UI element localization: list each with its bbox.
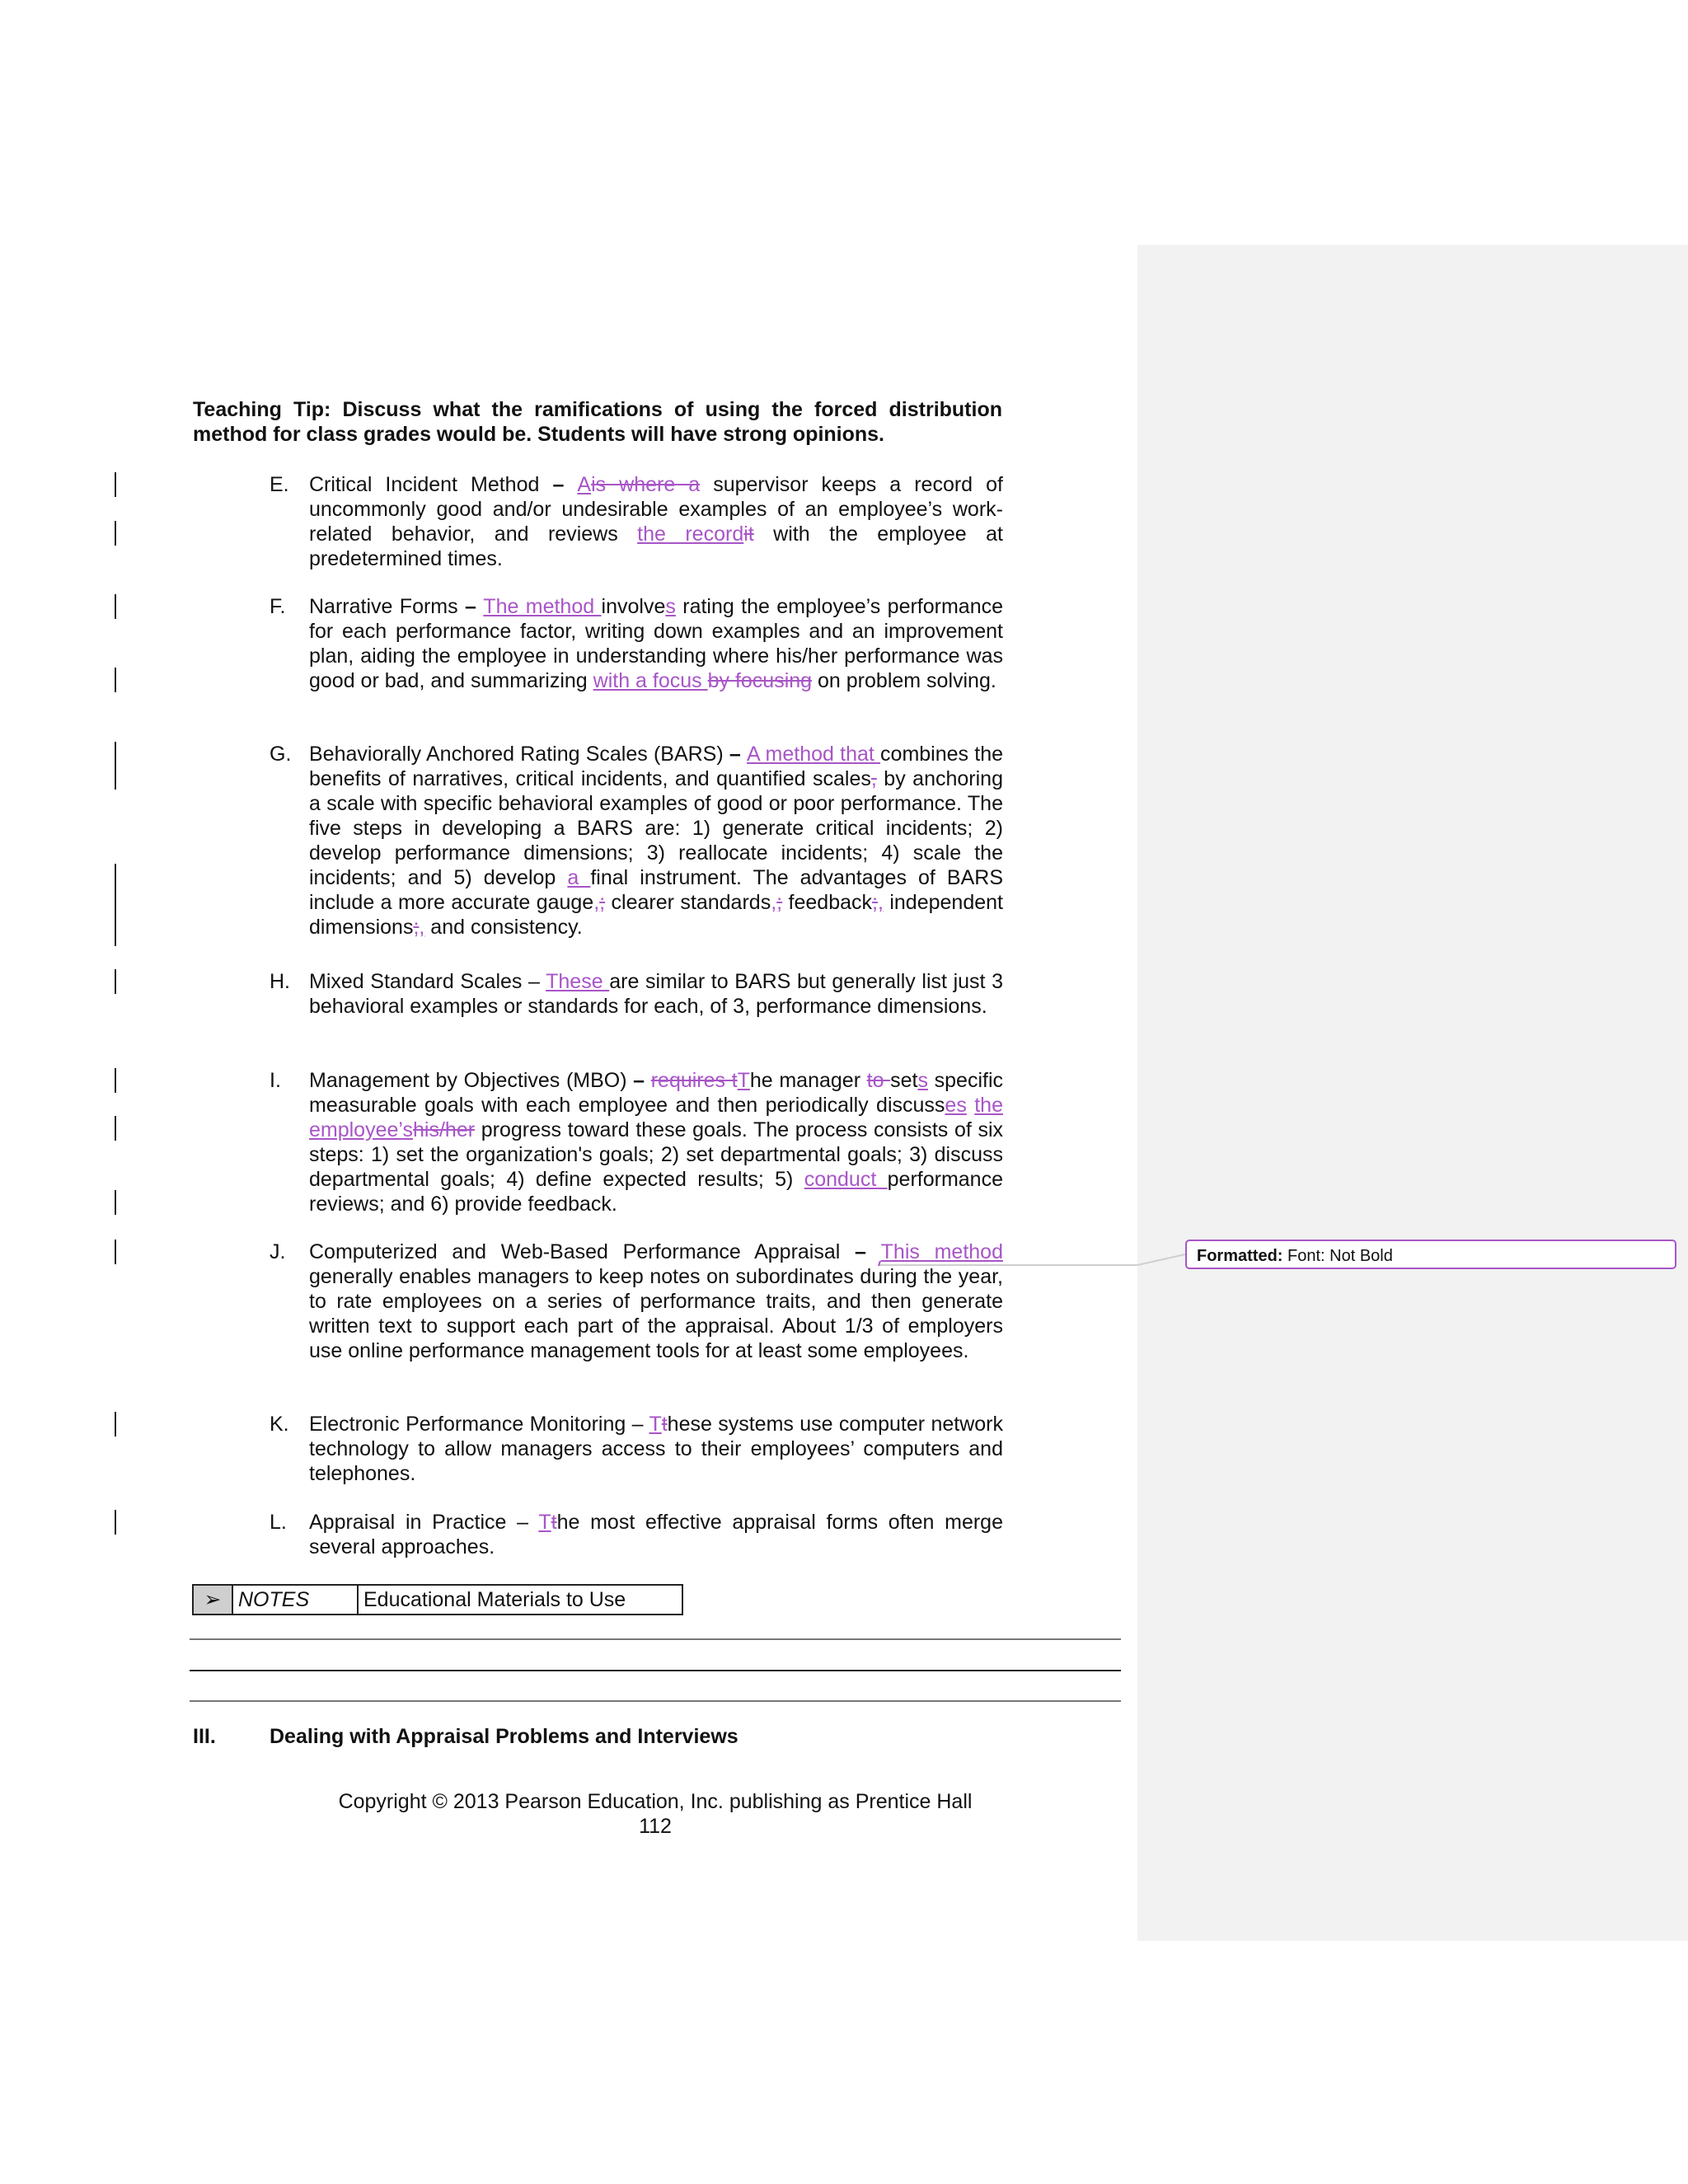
outline-item — [270, 472, 1003, 571]
item-text: rating the employee’s performance for each performance factor, writing down examples and an improvement plan, aiding the employee in understanding where his/her performance was good or bad, and summarizing — [309, 595, 1004, 692]
item-body — [309, 1510, 1003, 1559]
tracked-insertion: A method that — [747, 743, 881, 766]
change-bar — [115, 969, 116, 994]
dash-separator: – — [729, 743, 748, 766]
item-text: he most effective appraisal forms often merge several approaches. — [309, 1511, 1003, 1558]
tracked-deletion: is where a — [591, 473, 701, 496]
tracked-deletion: his/her — [413, 1118, 476, 1141]
dash-separator: – — [633, 1069, 651, 1092]
item-text: and consistency. — [424, 916, 583, 939]
tracked-insertion: , — [877, 891, 884, 914]
tracked-insertion: The method — [483, 595, 602, 618]
tracked-deletion: it — [743, 523, 754, 546]
notes-line — [190, 1700, 1121, 1702]
formatting-comment[interactable] — [1185, 1240, 1676, 1269]
tracked-insertion: , — [593, 891, 600, 914]
item-letter: K. — [270, 1413, 289, 1436]
item-letter: I. — [270, 1069, 281, 1092]
item-text: clearer standards — [605, 891, 771, 914]
section-numeral: III. — [193, 1725, 216, 1748]
item-letter: E. — [270, 473, 289, 496]
change-bar — [115, 1240, 116, 1264]
item-text: generally enables managers to keep notes on subordinates during the year, to rate employees on a series of performance traits, and then generate written text to support each part of the appraisal. About 1/3 of employers use online performance management tools for at least some employees. — [309, 1265, 1003, 1362]
notes-text: Educational Materials to Use — [363, 1588, 626, 1611]
page-number: 112 — [639, 1815, 672, 1838]
tracked-deletion: requires t — [650, 1069, 738, 1092]
comment-margin-panel — [1137, 245, 1688, 1941]
outline-item — [270, 1412, 1003, 1486]
teaching-tip: Teaching Tip: Discuss what the ramifications of using the forced distribution method for class grades would be. Students will have strong opinions. — [193, 398, 1002, 446]
item-text: hese systems use computer network technology to allow managers access to their employees’ computers and telephones. — [309, 1413, 1003, 1485]
item-text — [967, 1094, 974, 1117]
item-letter: H. — [270, 970, 290, 993]
tracked-insertion: This method — [880, 1240, 1003, 1263]
comment-text: Font: Not Bold — [1287, 1247, 1393, 1265]
outline-item — [270, 1510, 1003, 1559]
notes-line — [190, 1638, 1121, 1640]
item-text: Electronic Performance Monitoring – — [309, 1413, 649, 1436]
change-bar — [115, 1068, 116, 1093]
item-body — [309, 742, 1003, 940]
outline-item — [270, 742, 1003, 940]
change-bar — [115, 864, 116, 946]
item-text: final instrument. The advantages of BARS include a more accurate gauge — [309, 866, 1003, 914]
notes-line — [190, 1670, 1121, 1671]
item-body — [309, 472, 1003, 571]
dash-separator: – — [552, 473, 578, 496]
change-bar — [115, 1510, 116, 1535]
tracked-deletion: t — [551, 1511, 557, 1534]
tracked-insertion: the employee’s — [309, 1094, 1003, 1141]
item-text: feedback — [782, 891, 873, 914]
tracked-insertion: with a focus — [593, 669, 708, 692]
item-text: involve — [601, 595, 666, 618]
tracked-insertion: conduct — [804, 1168, 888, 1191]
tracked-insertion: s — [917, 1069, 928, 1092]
item-text: Management by Objectives (MBO) — [309, 1069, 634, 1092]
tracked-deletion: to — [866, 1069, 891, 1092]
tracked-deletion: by focusing — [707, 669, 813, 692]
tracked-deletion: ; — [413, 916, 420, 939]
tracked-insertion: es — [945, 1094, 967, 1117]
item-text: combines the benefits of narratives, critical incidents, and quantified scales — [309, 743, 1004, 790]
tracked-insertion: a — [567, 866, 591, 889]
item-text: Critical Incident Method — [309, 473, 553, 496]
item-text: supervisor keeps a record of uncommonly good and/or undesirable examples of an employee’s work-related behavior, and reviews — [309, 473, 1003, 546]
item-text: performance reviews; and 6) provide feedback. — [309, 1168, 1003, 1216]
change-bar — [115, 1412, 116, 1436]
item-text: specific measurable goals with each employee and then periodically discuss — [309, 1069, 1003, 1117]
tracked-insertion: T — [538, 1511, 551, 1534]
item-letter: F. — [270, 595, 286, 618]
tracked-deletion: ; — [776, 891, 783, 914]
outline-item — [270, 1240, 1003, 1363]
tracked-deletion: , — [870, 767, 877, 790]
item-text: set — [890, 1069, 918, 1092]
tracked-insertion: T — [737, 1069, 750, 1092]
outline-item — [270, 1068, 1003, 1216]
item-body — [309, 1412, 1003, 1486]
item-body — [309, 1240, 1003, 1363]
change-bar — [115, 1116, 116, 1141]
arrow-icon: ➢ — [194, 1586, 233, 1614]
item-body — [309, 1068, 1003, 1216]
item-text: Behaviorally Anchored Rating Scales (BARS) — [309, 743, 729, 766]
tracked-deletion: ; — [599, 891, 606, 914]
tracked-insertion: the record — [637, 523, 744, 546]
change-bar — [115, 594, 116, 619]
change-bar — [115, 521, 116, 546]
item-letter: L. — [270, 1511, 287, 1534]
item-text: on problem solving. — [812, 669, 996, 692]
item-text: independent dimensions — [309, 891, 1003, 939]
tracked-insertion: s — [665, 595, 676, 618]
tracked-deletion: t — [661, 1413, 668, 1436]
copyright-line: Copyright © 2013 Pearson Education, Inc. publishing as Prentice Hall — [338, 1790, 973, 1813]
item-text: Narrative Forms — [309, 595, 465, 618]
item-text: by anchoring a scale with specific behavioral examples of good or poor performance. The five steps in developing a BARS are: 1) generate critical incidents; 2) develop performance dimensions; 3) reallocate incidents; 4) scale the incidents; and 5) develop — [309, 767, 1003, 889]
item-body — [309, 969, 1003, 1019]
tracked-insertion: These — [546, 970, 610, 993]
tracked-insertion: T — [649, 1413, 662, 1436]
item-text: Appraisal in Practice – — [309, 1511, 539, 1534]
item-text: Computerized and Web-Based Performance Appraisal — [309, 1240, 856, 1263]
item-text: Mixed Standard Scales – — [309, 970, 546, 993]
item-letter: G. — [270, 743, 292, 766]
outline-item — [270, 969, 1003, 1019]
change-bar — [115, 1190, 116, 1215]
comment-label: Formatted: — [1197, 1247, 1283, 1265]
change-bar — [115, 742, 116, 790]
tracked-deletion: ; — [872, 891, 878, 914]
tracked-insertion: A — [577, 473, 592, 496]
dash-separator: – — [465, 595, 484, 618]
change-bar — [115, 472, 116, 497]
notes-table — [192, 1584, 683, 1615]
item-text: progress toward these goals. The process consists of six steps: 1) set the organization's goals; 2) set departmental goals; 3) discuss departmental goals; 4) define expected results; 5) — [309, 1118, 1003, 1191]
tracked-insertion: , — [419, 916, 425, 939]
item-body — [309, 594, 1003, 693]
item-letter: J. — [270, 1240, 286, 1263]
change-bar — [115, 668, 116, 692]
tracked-insertion: , — [771, 891, 777, 914]
item-text: with the employee at predetermined times. — [309, 523, 1003, 570]
item-text: he manager — [749, 1069, 867, 1092]
notes-label: NOTES — [233, 1586, 359, 1614]
section-title: Dealing with Appraisal Problems and Interviews — [270, 1725, 738, 1748]
dash-separator: – — [855, 1240, 881, 1263]
outline-item — [270, 594, 1003, 693]
item-text: are similar to BARS but generally list just 3 behavioral examples or standards for each, of 3, performance dimensions. — [309, 970, 1003, 1018]
